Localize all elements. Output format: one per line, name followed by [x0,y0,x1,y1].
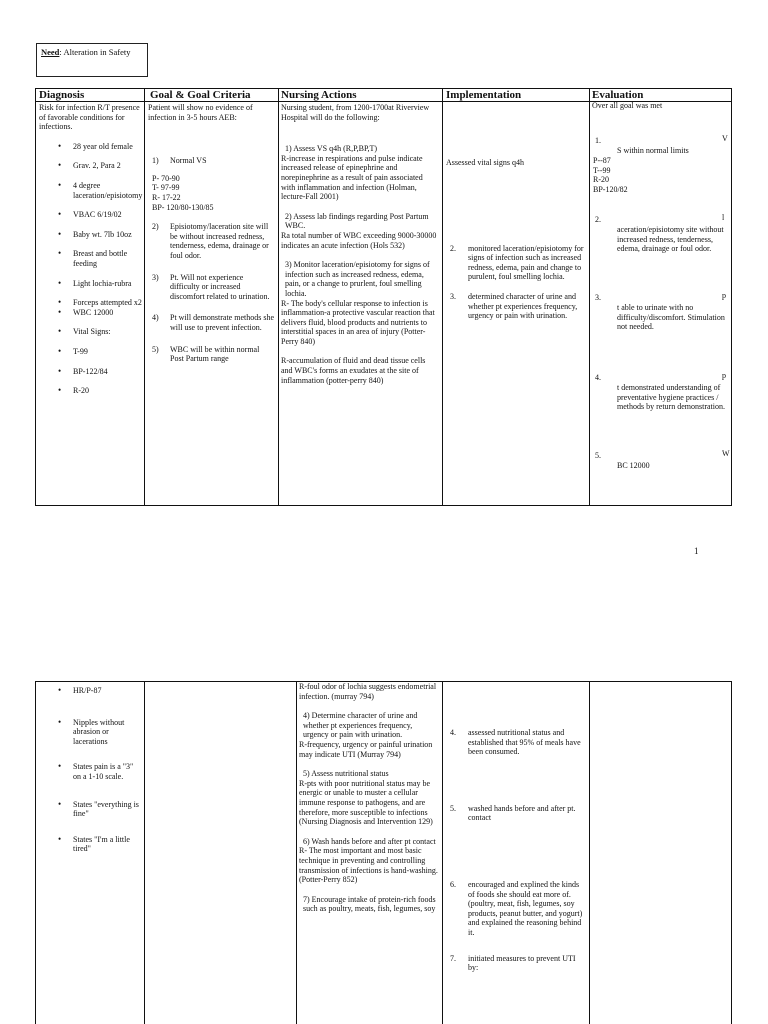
eval-item-number: 2. [595,215,601,224]
header-implementation: Implementation [446,89,522,101]
impl-5: 5. washed hands before and after pt. contact [450,803,576,823]
action-7-title: 7) Encourage intake of protein-rich foods such as poultry, meats, fish, legumes, soy [303,894,436,914]
diagnosis-cell [39,103,142,396]
impl-6: 6. encouraged and explined the kinds of foods she should eat more of. (poultry, meat, fish, legumes, soy products, peanut butter, and yogurt) and explained the reasoning behind it. [450,879,583,937]
header-evaluation: Evaluation [592,89,644,101]
need-label: Need [41,47,60,57]
action-3-rationale-2: R-accumulation of fluid and dead tissue cells and WBC's forms an exudates at the site of inflammation (potter-perry 840) [281,356,426,385]
header-diagnosis: Diagnosis [39,89,85,101]
eval-item-initial: p [722,371,726,380]
header-goal: Goal & Goal Criteria [150,89,251,101]
care-plan-table-page-1 [35,88,732,506]
action-3-rationale: R- The body's cellular response to infection is inflammation-a protective vascular reaction that delivers fluid, blood products and nutrients to interstitial spaces in an area of injury (Potter-Perry 840) [281,298,435,346]
action-6-title: 6) Wash hands before and after pt contact [303,836,436,846]
eval-vitals [593,156,628,194]
diagnosis-bullet: • BP-122/84 [57,367,142,377]
need-box [36,43,148,77]
header-nursing-actions: Nursing Actions [281,89,357,101]
action-4-rationale: R-frequency, urgency or painful urination may indicate UTI (Murray 794) [299,739,433,759]
page-number: 1 [694,546,699,556]
implementation-cell-2 [446,728,585,973]
eval-vital: P--87 [593,156,611,165]
goal-item: 5) WBC will be within normal Post Partum range [152,344,260,364]
eval-item-text: t demonstrated understanding of preventative hygiene practices / methods by return demonstration. [617,383,725,412]
goal-cell [148,103,274,364]
impl-3: 3. determined character of urine and whether pt experiences frequency, urgency or pain with urination. [450,291,578,321]
eval-item-number: 5. [595,451,601,460]
action-5-rationale: R-pts with poor nutritional status may be energic or unable to muster a cellular immune response to pathogens, and are therefore, more susceptible to infections (Nursing Diagnosis and Intervention 129) [299,778,433,827]
nursing-actions-cell-2 [299,682,439,914]
care-plan-table-page-2 [35,681,732,1024]
action-2-rationale: Ra total number of WBC exceeding 9000-30000 indicates an acute infection (Hols 532) [281,230,437,250]
action-5-title: 5) Assess nutritional status [303,769,389,779]
eval-item-initial: p [722,291,726,300]
eval-intro: Over all goal was met [592,101,663,110]
eval-item-text: t able to urinate with no difficulty/discomfort. Stimulation not needed. [617,303,725,332]
action-3-title: 3) Monitor laceration/episiotomy for signs of infection such as increased redness, edema, pain, or a change to prurlent, foul smelling lochia. [285,260,430,298]
diagnosis-cell-2 [39,686,142,854]
eval-item-initial: V [722,134,728,143]
impl-1: Assessed vital signs q4h [446,158,524,167]
eval-item-number: 3. [595,293,601,302]
eval-item-initial: W [722,449,730,458]
action-2-title: 2) Assess lab findings regarding Post Partum WBC. [285,211,429,231]
diagnosis-bullet: • HR/P-87 [57,686,142,696]
action-4-title: 4) Determine character of urine and whether pt experiences frequency, urgency or pain with urination. [303,711,418,740]
diagnosis-bullet: • States "I'm a little tired" [57,835,142,854]
diagnosis-bullet: • T-99 [57,347,142,357]
diagnosis-bullet: • Forceps attempted x2 [57,298,142,308]
diagnosis-bullet: • Nipples without abrasion or lacerations [57,718,142,747]
diagnosis-bullet: • Grav. 2, Para 2 [57,161,142,171]
eval-item-text: aceration/episiotomy site without increased redness, tenderness, edema, drainage or foul odor. [617,225,724,254]
diagnosis-intro: Risk for infection R/T presence of favorable conditions for infections. [39,103,140,132]
eval-vital: BP-120/82 [593,184,628,194]
diagnosis-bullet: • States "everything is fine" [57,800,142,819]
eval-vital: T--99 [593,165,611,175]
goal-item: P- 70-90 [152,173,180,183]
diagnosis-bullet: • R-20 [57,386,142,396]
eval-item-text: S within normal limits [617,146,689,155]
goal-item: R- 17-22 [152,192,181,202]
impl-4: 4. assessed nutritional status and established that 95% of meals have been consumed. [450,728,581,757]
actions-intro: Nursing student, from 1200-1700at Riverview Hospital will do the following: [281,103,430,122]
goal-item: T- 97-99 [152,183,180,193]
implementation-cell [446,158,585,321]
eval-item-initial: l [722,213,725,222]
eval-item-number: 1. [595,136,601,145]
goal-item: 3) Pt. Will not experience difficulty or increased discomfort related to urination. [152,272,270,301]
diagnosis-bullet: • States pain is a "3" on a 1-10 scale. [57,762,142,781]
diagnosis-bullet: • WBC 12000 [57,308,142,318]
goal-item: 2) Episiotomy/laceration site will be without increased redness, tenderness, edema, drainage or foul odor. [152,222,269,260]
action-6-rationale: R- The most important and most basic technique in preventing and controlling transmission of infections is hand-washing. (Potter-Perry 852) [299,846,438,885]
nursing-actions-cell [281,103,438,385]
eval-item-number: 4. [595,373,601,382]
goal-item: 1) Normal VS [152,156,207,166]
impl-7: 7. initiated measures to prevent UTI by: [450,953,576,973]
goal-intro: Patient will show no evidence of infection in 3-5 hours AEB: [148,103,253,122]
actions-top: R-foul odor of lochia suggests endometrial infection. (murray 794) [299,682,437,701]
action-1-title: 1) Assess VS q4h (R,P,BP,T) [285,144,378,154]
diagnosis-bullet: • Breast and bottle feeding [57,249,142,268]
diagnosis-bullet: • Baby wt. 7lb 10oz [57,230,142,240]
diagnosis-bullet: • 28 year old female [57,142,142,152]
action-1-rationale: R-increase in respirations and pulse indicate increased release of epinephrine and norepinephrine as a result of pain associated with inflammation and infection (Holman, lecture-Fall 2001) [281,153,423,202]
diagnosis-bullet: • 4 degree laceration/episiotomy [57,181,142,200]
need-text: : Alteration in Safety [59,47,131,57]
goal-item: BP- 120/80-130/85 [152,202,214,212]
diagnosis-bullet: • VBAC 6/19/02 [57,210,142,220]
diagnosis-bullet: • Light lochia-rubra [57,279,142,289]
eval-vital: R-20 [593,175,609,185]
impl-2: 2. monitored laceration/episiotomy for signs of infection such as increased redness, edema, pain and change to purulent, foul smelling lochia. [450,243,584,282]
goal-item: 4) Pt will demonstrate methods she will use to prevent infection. [152,313,274,332]
diagnosis-bullet: • Vital Signs: [57,327,142,337]
eval-item-text: BC 12000 [617,461,650,470]
evaluation-cell [592,101,731,111]
